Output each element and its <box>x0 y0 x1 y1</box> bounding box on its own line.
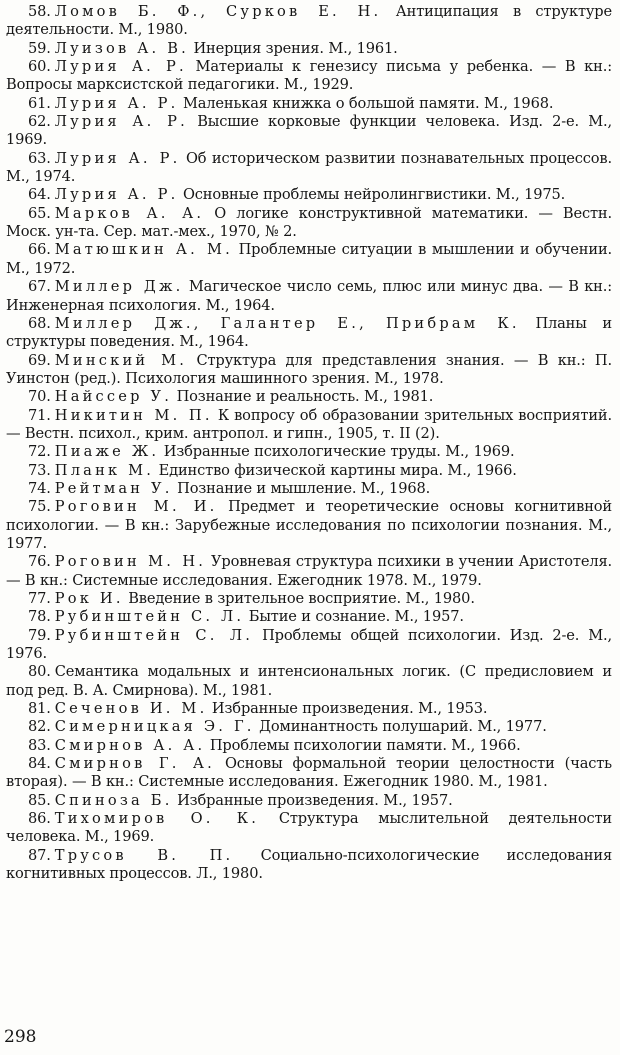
reference-entry <box>6 553 612 590</box>
reference-author: Лурия А. Р. <box>54 94 179 112</box>
reference-text: Основные проблемы нейролингвистики. М., 1975. <box>182 186 566 204</box>
reference-entry <box>6 241 612 278</box>
reference-author: Спиноза Б. <box>54 791 173 809</box>
reference-entry <box>6 737 612 755</box>
reference-number: 63. <box>28 149 51 167</box>
reference-author: Пиаже Ж. <box>54 443 160 461</box>
reference-number: 67. <box>28 278 51 296</box>
reference-text: Введение в зрительное восприятие. М., 1980. <box>128 590 475 607</box>
reference-text: Доминантность полушарий. М., 1977. <box>259 718 547 736</box>
reference-entry <box>6 388 612 406</box>
reference-number: 74. <box>28 479 51 497</box>
reference-author: Найссер У. <box>54 388 173 406</box>
reference-author: Миллер Дж. <box>54 278 184 296</box>
reference-text: Избранные произведения. М., 1953. <box>211 700 488 718</box>
reference-author: Марков А. А. <box>54 204 205 222</box>
reference-number: 84. <box>28 755 51 773</box>
reference-author: Планк М. <box>54 461 155 479</box>
reference-entry <box>6 407 612 444</box>
reference-text: Материалы к генезису письма у ребенка. — В кн.: Вопросы марксистской педагогики. М., 1929. <box>6 58 612 94</box>
reference-number: 65. <box>28 204 51 222</box>
reference-author: Сеченов И. М. <box>54 700 208 718</box>
reference-entry <box>6 498 612 553</box>
reference-number: 85. <box>28 791 51 809</box>
reference-text: Избранные психологические труды. М., 1969. <box>163 443 515 461</box>
reference-entry <box>6 718 612 736</box>
reference-text: Основы формальной теории целостности (часть вторая). — В кн.: Системные исследования. Ежегодник 1980. М., 1981. <box>6 755 612 791</box>
reference-number: 78. <box>28 608 51 626</box>
reference-text: Об историческом развитии познавательных процессов. М., 1974. <box>6 149 612 186</box>
reference-author: Лурия А. Р. <box>54 58 187 76</box>
reference-entry <box>6 40 612 58</box>
reference-text: Магическое число семь, плюс или минус два. — В кн.: Инженерная психология. М., 1964. <box>6 278 612 314</box>
reference-text: Предмет и теоретические основы когнитивной психологии. — В кн.: Зарубежные исследования по психологии познания. М., 1977. <box>6 498 612 552</box>
reference-author: Роговин М. Н. <box>54 553 207 571</box>
reference-number: 60. <box>28 58 51 76</box>
reference-number: 66. <box>28 241 51 259</box>
reference-entry <box>6 480 612 498</box>
reference-text: К вопросу об образовании зрительных восприятий. — Вестн. психол., крим. антропол. и гипн., 1905, т. II (2). <box>6 406 612 442</box>
reference-text: Уровневая структура психики в учении Аристотеля. — В кн.: Системные исследования. Ежегодник 1978. М., 1979. <box>6 553 612 589</box>
reference-text: Высшие корковые функции человека. Изд. 2-е. М., 1969. <box>6 113 612 149</box>
reference-number: 70. <box>28 388 51 406</box>
reference-author: Рок И. <box>54 590 124 607</box>
reference-author: Никитин М. П. <box>54 406 213 424</box>
reference-entry <box>6 663 612 700</box>
reference-entry <box>6 315 612 352</box>
reference-text: Антиципация в структуре деятельности. М., 1980. <box>6 3 612 39</box>
reference-author: Минский М. <box>54 351 188 369</box>
reference-author: Лурия А. Р. <box>54 149 181 167</box>
reference-author: Симерницкая Э. Г. <box>54 718 255 736</box>
reference-text: Структура мыслительной деятельности человека. М., 1969. <box>6 810 612 846</box>
reference-author: Лурия А. Р. <box>54 186 179 204</box>
reference-text: Избранные произведения. М., 1957. <box>177 791 453 809</box>
page-number: 298 <box>4 1027 37 1047</box>
reference-number: 72. <box>28 443 51 461</box>
reference-entry <box>6 810 612 847</box>
reference-number: 75. <box>28 498 51 516</box>
reference-author: Тихомиров О. К. <box>54 810 260 828</box>
reference-number: 62. <box>28 113 51 131</box>
reference-text: Бытие и сознание. М., 1957. <box>248 608 464 626</box>
bibliography-list <box>6 3 612 884</box>
reference-author: Рейтман У. <box>54 479 173 497</box>
reference-text: Проблемные ситуации в мышлении и обучении. М., 1972. <box>6 241 613 277</box>
reference-entry <box>6 95 612 113</box>
reference-number: 68. <box>28 314 51 332</box>
reference-text: Познание и мышление. М., 1968. <box>177 479 431 497</box>
reference-number: 61. <box>28 94 51 112</box>
reference-author: Смирнов А. А. <box>54 736 206 754</box>
reference-author: Рубинштейн С. Л. <box>54 626 254 644</box>
reference-entry <box>6 352 612 389</box>
reference-number: 76. <box>28 553 51 571</box>
reference-entry <box>6 792 612 810</box>
reference-entry <box>6 278 612 315</box>
reference-text: Познание и реальность. М., 1981. <box>176 388 434 406</box>
reference-text: Структура для представления знания. — В кн.: П. Уинстон (ред.). Психология машинного зрения. М., 1978. <box>6 351 612 387</box>
reference-author: Лурия А. Р. <box>54 113 188 131</box>
reference-entry <box>6 590 612 608</box>
reference-number: 58. <box>28 3 51 20</box>
reference-entry <box>6 150 612 187</box>
reference-entry <box>6 113 612 150</box>
reference-text: Социально-психологические исследования когнитивных процессов. Л., 1980. <box>6 846 612 883</box>
reference-text: Планы и структуры поведения. М., 1964. <box>6 314 613 351</box>
reference-entry <box>6 700 612 718</box>
reference-number: 81. <box>28 700 51 718</box>
reference-number: 77. <box>28 590 51 607</box>
reference-number: 79. <box>28 626 51 644</box>
reference-author: Миллер Дж., Галантер Е., Прибрам К. <box>54 314 520 332</box>
reference-text: Единство физической картины мира. М., 1966. <box>158 461 517 479</box>
reference-entry <box>6 186 612 204</box>
reference-text: Маленькая книжка о большой памяти. М., 1968. <box>182 94 554 112</box>
reference-number: 69. <box>28 351 51 369</box>
reference-text: Инерция зрения. М., 1961. <box>193 39 398 57</box>
reference-entry <box>6 627 612 664</box>
reference-number: 71. <box>28 406 51 424</box>
reference-author: Матюшкин А. М. <box>54 241 233 259</box>
reference-number: 59. <box>28 39 51 57</box>
reference-text: О логике конструктивной математики. — Вестн. Моск. ун-та. Сер. мат.-мех., 1970, № 2. <box>6 204 612 241</box>
reference-entry <box>6 755 612 792</box>
reference-number: 87. <box>28 846 51 864</box>
reference-author: Луизов А. В. <box>54 39 189 57</box>
reference-author: Трусов В. П. <box>54 846 234 864</box>
reference-entry <box>6 205 612 242</box>
reference-number: 83. <box>28 736 51 754</box>
reference-entry <box>6 462 612 480</box>
reference-entry <box>6 608 612 626</box>
reference-number: 82. <box>28 718 51 736</box>
reference-entry <box>6 847 612 884</box>
reference-text: Проблемы психологии памяти. М., 1966. <box>209 736 521 754</box>
reference-entry <box>6 58 612 95</box>
reference-number: 73. <box>28 461 51 479</box>
reference-author: Смирнов Г. А. <box>54 755 215 773</box>
reference-author: Рубинштейн С. Л. <box>54 608 245 626</box>
reference-entry <box>6 3 612 40</box>
reference-text: Проблемы общей психологии. Изд. 2-е. М., 1976. <box>6 626 612 663</box>
reference-author: Ломов Б. Ф., Сурков Е. Н. <box>54 3 382 20</box>
reference-number: 86. <box>28 810 51 828</box>
reference-number: 80. <box>28 663 51 681</box>
reference-text: Семантика модальных и интенсиональных логик. (С предисловием и под ред. В. А. Смирнова). М., 1981. <box>6 663 612 699</box>
reference-number: 64. <box>28 186 51 204</box>
reference-author: Роговин М. И. <box>54 498 218 516</box>
reference-entry <box>6 443 612 461</box>
